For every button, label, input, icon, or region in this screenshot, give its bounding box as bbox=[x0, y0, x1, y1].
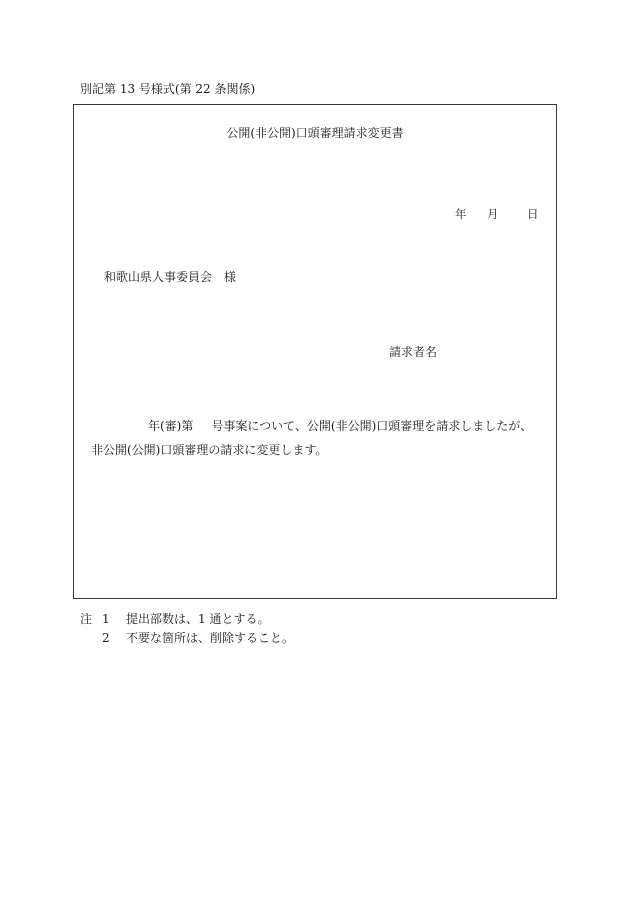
form-frame bbox=[73, 104, 557, 599]
note-item bbox=[80, 610, 294, 629]
requester-name-label: 請求者名 bbox=[389, 345, 438, 359]
date-month-label: 月 bbox=[487, 207, 499, 221]
date-row bbox=[455, 206, 539, 222]
body-text-line-1 bbox=[148, 417, 532, 434]
form-number-label: 別記第 13 号様式(第 22 条関係) bbox=[80, 82, 256, 96]
addressee: 和歌山県人事委員会 様 bbox=[104, 270, 237, 284]
note-item bbox=[80, 629, 294, 648]
case-number-suffix: 号事案について、公開(非公開)口頭審理を請求しましたが、 bbox=[211, 419, 533, 433]
body-text-line-2: 非公開(公開)口頭審理の請求に変更します。 bbox=[91, 443, 328, 457]
case-number-prefix: 年(審)第 bbox=[148, 419, 194, 433]
date-day-label: 日 bbox=[527, 207, 539, 221]
date-year-label: 年 bbox=[455, 207, 467, 221]
note-number: 2 bbox=[102, 631, 110, 645]
document-title: 公開(非公開)口頭審理請求変更書 bbox=[226, 126, 404, 140]
note-text: 提出部数は、1 通とする。 bbox=[126, 612, 270, 626]
notes-heading: 注 bbox=[80, 612, 93, 626]
notes-section bbox=[80, 610, 294, 648]
note-number: 1 bbox=[102, 612, 110, 626]
note-text: 不要な箇所は、削除すること。 bbox=[126, 631, 295, 645]
